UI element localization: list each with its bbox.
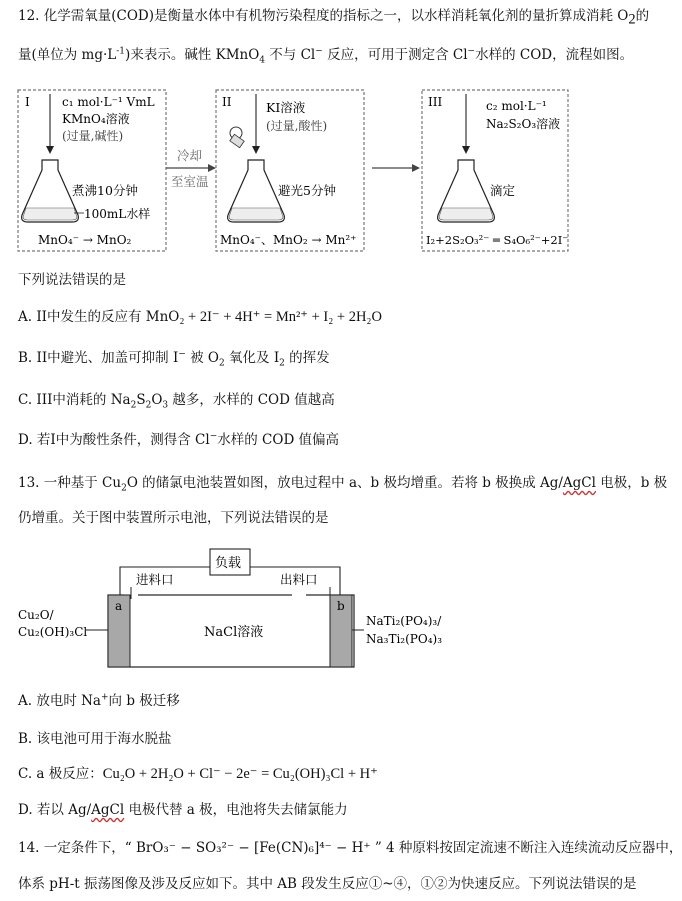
step3-box [422, 90, 568, 251]
step2-reagent-line2: (过量,酸性) [266, 119, 328, 133]
step3-reagent-line1: c₂ mol·L⁻¹ [486, 99, 547, 113]
inlet-label: 进料口 [136, 572, 174, 587]
step3-equation: I₂+2S₂O₃²⁻ ═ S₄O₆²⁻+2I⁻ [426, 233, 569, 247]
step2-number: II [222, 95, 232, 109]
electrode-b-label: b [337, 599, 345, 613]
q14-stem-line2: 体系 pH-t 振荡图像及涉及反应如下。其中 AB 段发生反应①~④，①②为快速反应。下列说法错误的是 [18, 876, 637, 892]
transfer-label-2: 至室温 [171, 174, 209, 189]
battery-diagram [0, 535, 682, 685]
q12-question: 下列说法错误的是 [18, 272, 126, 288]
transfer-label-1: 冷却 [177, 148, 203, 163]
step1-equation: MnO₄⁻ → MnO₂ [38, 233, 132, 247]
step1-reagent-line1: c₁ mol·L⁻¹ VmL [62, 95, 155, 109]
q12-stem-line2: 量(单位为 $mg\cdot L^{-1}$)来表示。碱性 KMnO$_4$ 不与 Cl− 反应，可用于测定含 Cl−水样的 COD，流程如图。 [18, 46, 634, 66]
outlet-label: 出料口 [280, 572, 318, 587]
q13-stem-line2: 仍增重。关于图中装置所示电池，下列说法错误的是 [18, 510, 329, 526]
step2-equation: MnO₄⁻、MnO₂ → Mn²⁺ [220, 233, 357, 247]
q12-option-b[interactable]: B. II中避光、加盖可抑制 I− 被 $O_2$ 氧化及 $I_2$ 的挥发 [18, 349, 330, 369]
q13-option-c[interactable]: C. a 极反应：Cu₂O + 2H₂O + Cl⁻ − 2e⁻ = Cu₂(OH)₃Cl + H⁺ [18, 766, 378, 782]
step2-flask-label: 避光5分钟 [278, 183, 336, 198]
right-material-1: NaTi₂(PO₄)₃/ [366, 614, 442, 628]
step1-flask-icon [22, 160, 79, 222]
step3-flask-icon [438, 160, 495, 222]
q13-stem-line1: 13. 一种基于 $Cu_2O$ 的储氯电池装置如图，放电过程中 a、b 极均增重。若将 b 极换成 Ag/AgCl 电极，b 极 [18, 475, 668, 494]
q12-option-a[interactable]: A. II中发生的反应有 MnO₂ + 2I⁻ + 4H⁺ = Mn²⁺ + I₂ + 2H₂O [18, 309, 382, 325]
step1-sample-label: 100mL水样 [84, 207, 151, 221]
load-label: 负载 [215, 556, 242, 571]
left-material-2: Cu₂(OH)₃Cl [18, 625, 88, 639]
q12-option-d[interactable]: D. 若I中为酸性条件，测得含 Cl−水样的 COD 值偏高 [18, 431, 340, 448]
step1-number: I [25, 95, 30, 109]
left-material-1: Cu₂O/ [18, 608, 54, 622]
q13-option-a[interactable]: A. 放电时 Na+向 b 极迁移 [18, 692, 180, 709]
q12-option-c[interactable]: C. III中消耗的 $Na_2S_2O_3$ 越多，水样的 COD 值越高 [18, 392, 335, 411]
step2-reagent-line1: KI溶液 [266, 100, 306, 115]
step1-flask-label: 煮沸10分钟 [72, 183, 138, 198]
cod-flow-diagram [0, 0, 682, 260]
step1-reagent-line2: KMnO₄溶液 [62, 112, 130, 126]
q12-stem-line1: 12. 化学需氧量(COD)是衡量水体中有机物污染程度的指标之一，以水样消耗氧化剂的量折算成消耗 $O_2$的 [18, 8, 650, 28]
q13-option-d[interactable]: D. 若以 Ag/AgCl 电极代替 a 极，电池将失去储氯能力 [18, 802, 348, 818]
q13-option-b[interactable]: B. 该电池可用于海水脱盐 [18, 731, 172, 747]
solution-label: NaCl溶液 [204, 625, 264, 640]
electrode-a-label: a [115, 599, 123, 613]
step3-number: III [428, 95, 443, 109]
stopper-icon [230, 127, 244, 148]
step3-reagent-line2: Na₂S₂O₃溶液 [486, 117, 561, 131]
step3-flask-label: 滴定 [490, 183, 516, 198]
q14-stem-line1: 14. 一定条件下，“ BrO₃⁻ − SO₃²⁻ − [Fe(CN)₆]⁴⁻ − H⁺ ” 4 种原料按固定流速不断注入连续流动反应器中， [18, 840, 682, 856]
step2-flask-icon [228, 160, 285, 222]
right-material-2: Na₃Ti₂(PO₄)₃ [366, 632, 443, 646]
step1-reagent-line3: (过量,碱性) [62, 129, 124, 143]
